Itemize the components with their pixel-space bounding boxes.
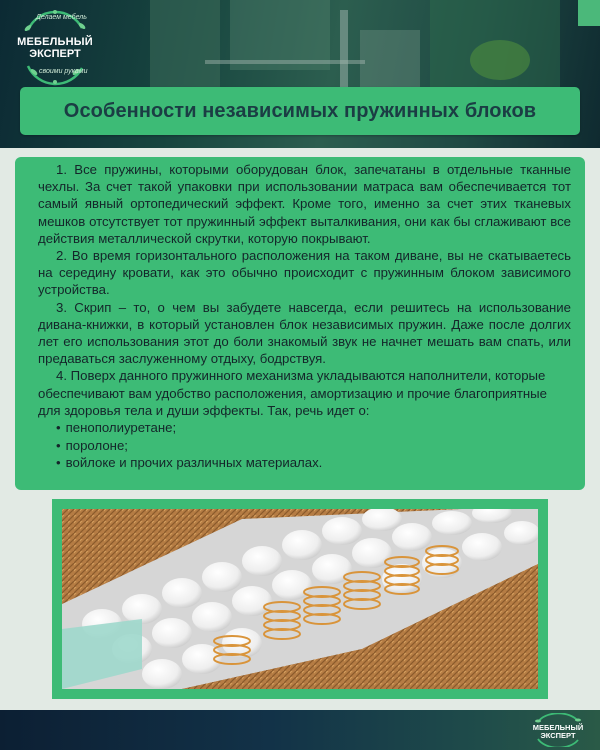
pocket-spring-mattress-cutaway — [62, 509, 538, 689]
title-bar — [20, 87, 580, 135]
background-table — [205, 60, 365, 64]
materials-list — [56, 419, 571, 472]
background-plant — [470, 40, 530, 80]
content-panel — [15, 157, 585, 490]
paragraph-2: 2. Во время горизонтального расположения на таком диване, вы не скатываетесь на середину кровати, как это обычно происходит с пружинным блоком зависимого устройства. — [38, 248, 571, 298]
list-item — [56, 419, 571, 437]
background-lamp — [340, 10, 348, 90]
list-item — [56, 454, 571, 472]
background-shelf — [150, 0, 220, 95]
page-title: Особенности независимых пружинных блоков — [63, 99, 537, 122]
header-banner — [0, 0, 600, 148]
list-item-text: пенополиуретане; — [65, 420, 177, 436]
mattress-photo-frame — [52, 499, 548, 699]
logo-line-2: ЭКСПЕРТ — [29, 48, 81, 60]
footer-banner — [0, 710, 600, 750]
bullet-icon: • — [56, 420, 61, 436]
logo-slogan-top: Делаем мебель — [36, 14, 87, 21]
bullet-icon: • — [56, 437, 61, 453]
logo-line-1: МЕБЕЛЬНЫЙ — [17, 36, 93, 48]
paragraph-1: 1. Все пружины, которыми оборудован блок, запечатаны в отдельные тканные чехлы. За счет такой упаковки при использовании матраса вам обеспечивается тот самый явный ортопедический эффект. Кроме того, именно за счет этих тканевых мешков отсутствует тот пружинный эффект выталкивания, они как бы сглаживают все действия металлической скрутки, которую покрывают. — [38, 162, 571, 246]
footer-logo-line-1: МЕБЕЛЬНЫЙ — [532, 723, 584, 732]
list-item-text: войлоке и прочих различных материалах. — [65, 455, 323, 471]
bullet-icon: • — [56, 455, 61, 471]
list-item-text: поролоне; — [65, 437, 128, 453]
background-chair — [360, 30, 420, 90]
brand-logo[interactable] — [14, 8, 96, 88]
footer-logo[interactable] — [528, 713, 588, 747]
paragraph-4: 4. Поверх данного пружинного механизма укладываются наполнители, которые обеспечивают вам удобство расположения, амортизацию и прочие благоприятные для здоровья тела и души эффекты. Так, речь идет о: — [38, 368, 547, 418]
footer-logo-line-2: ЭКСПЕРТ — [540, 731, 576, 740]
paragraph-3: 3. Скрип – то, о чем вы забудете навсегда, если решитесь на использование дивана-книжки, в который установлен блок независимых пружин. Даже после долгих лет его использования этот до боли знакомый звук не начнет мешать вам спать, или предаваться заслуженному отдыху, бодрствуя. — [38, 299, 571, 367]
list-item — [56, 437, 571, 455]
logo-slogan-bottom: своими руками — [39, 68, 88, 75]
corner-flag — [578, 0, 600, 26]
